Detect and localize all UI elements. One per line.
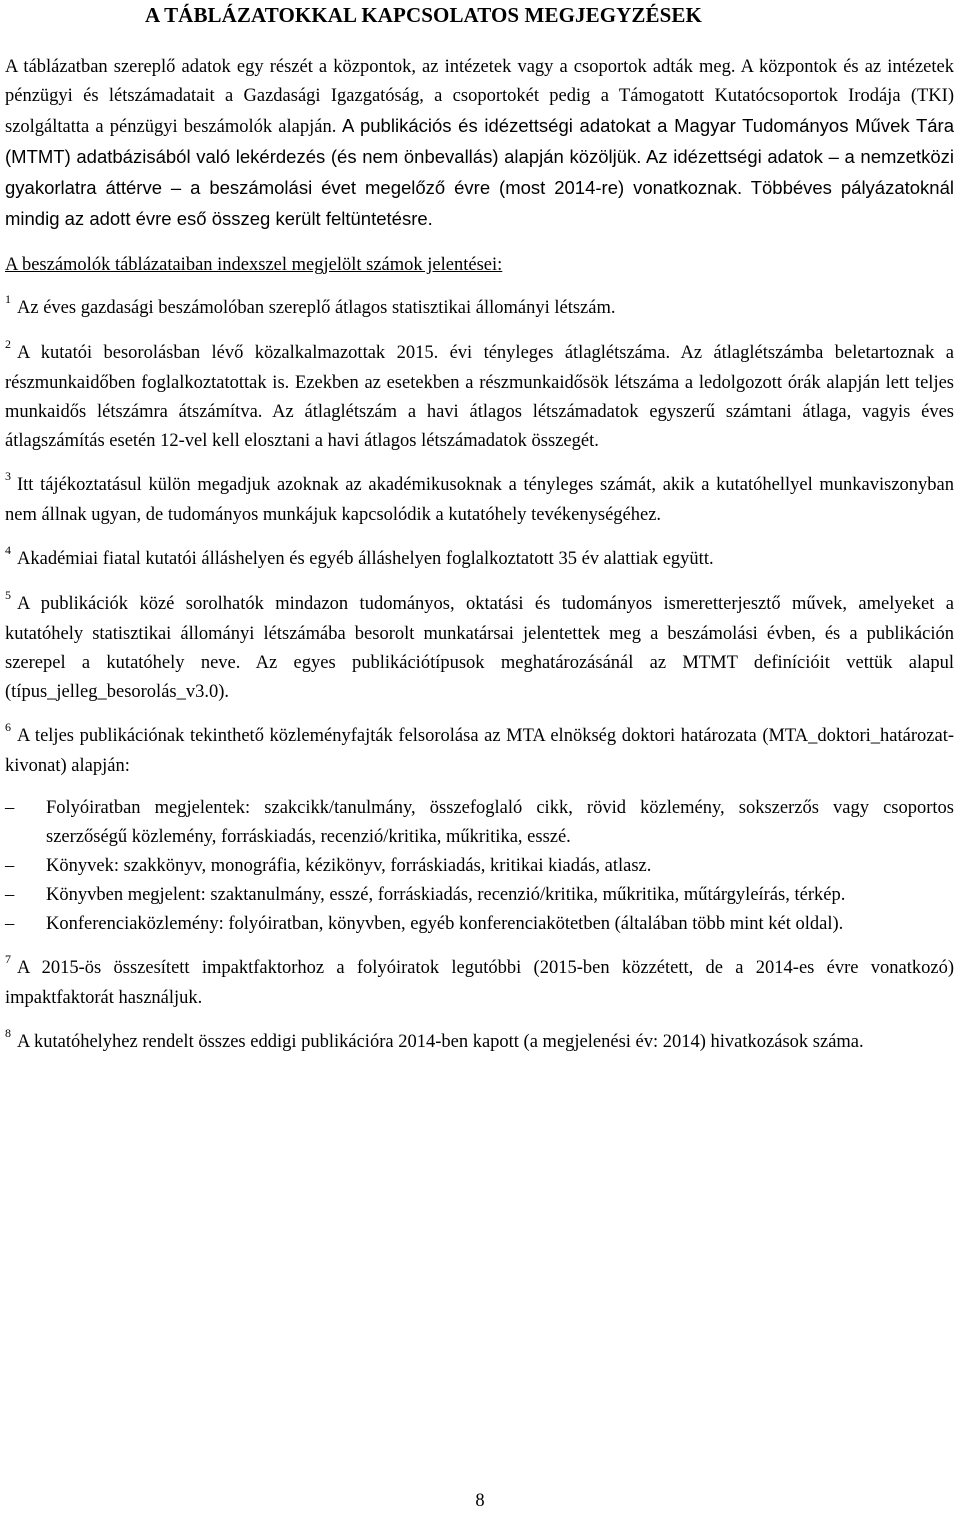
footnote-mark: 7	[5, 952, 11, 966]
footnote-text: A publikációk közé sorolhatók mindazon tudományos, oktatási és tudományos ismeretterjesztő művek, amelyeket a kutatóhely statisztikai állományi létszámába besorolt munkatársai jelentettek meg a beszámolási évben, és a publikáción szerepel a kutatóhely neve. Az egyes publikációtípusok meghatározásánál az MTMT definícióit vettük alapul (típus_jelleg_besorolás_v3.0).	[5, 594, 954, 702]
footnote-mark: 5	[5, 588, 11, 602]
footnote-mark: 2	[5, 337, 11, 351]
footnote-mark: 8	[5, 1026, 11, 1040]
footnote-text: A 2015-ös összesített impaktfaktorhoz a folyóiratok legutóbbi (2015-ben közzétett, de a 2014-es évre vonatkozó) impaktfaktorát használjuk.	[5, 958, 954, 1008]
intro-text-part1: A táblázatban szereplő adatok egy részét a központok, az intézetek vagy a csoportok adták meg. A központok és az intézetek pénzügyi és létszámadatait a Gazdasági Igazgatóság, a csoportokét pedig a Támogatott Kutatócsoportok Irodája (TKI) szolgáltatta a pénzügyi beszámolók alapján.	[5, 57, 954, 137]
footnote-text: Itt tájékoztatásul külön megadjuk azoknak az akadémikusoknak a tényleges számát, akik a kutatóhellyel munkaviszonyban nem állnak ugyan, de tudományos munkájuk kapcsolódik a kutatóhely tevékenységéhez.	[5, 475, 954, 525]
footnote-4	[5, 545, 954, 575]
list-item: – Könyvek: szakkönyv, monográfia, kézikönyv, forráskiadás, kritikai kiadás, atlasz.	[5, 852, 954, 881]
footnote-mark: 1	[5, 292, 11, 306]
list-item: – Könyvben megjelent: szaktanulmány, esszé, forráskiadás, recenzió/kritika, műkritika, műtárgyleírás, térkép.	[5, 881, 954, 910]
footnote-text: A teljes publikációnak tekinthető közleményfajták felsorolása az MTA elnökség doktori határozata (MTA_doktori_határozat-kivonat) alapján:	[5, 726, 954, 776]
footnote-mark: 6	[5, 720, 11, 734]
footnote-3	[5, 471, 954, 530]
footnote-5	[5, 590, 954, 707]
publication-types-list	[5, 794, 954, 939]
list-item: – Konferenciaközlemény: folyóiratban, könyvben, egyéb konferenciakötetben (általában több mint két oldal).	[5, 910, 954, 939]
intro-text-part2: A publikációs és idézettségi adatokat a Magyar Tudományos Művek Tára (MTMT) adatbázisából való lekérdezés (és nem önbevallás) alapján közöljük. Az idézettségi adatok – a nemzetközi gyakorlatra áttérve – a beszámolási évet megelőző évre (most 2014-re) vonatkoznak. Többéves pályázatoknál mindig az adott évre eső összeg került feltüntetésre.	[5, 115, 954, 229]
intro-paragraph	[5, 53, 954, 235]
footnote-6	[5, 722, 954, 781]
page-title: A TÁBLÁZATOKKAL KAPCSOLATOS MEGJEGYZÉSEK	[145, 3, 702, 27]
footnote-text: A kutatóhelyhez rendelt összes eddigi publikációra 2014-ben kapott (a megjelenési év: 2014) hivatkozások száma.	[17, 1032, 864, 1052]
footnote-8	[5, 1028, 954, 1058]
footnote-text: A kutatói besorolásban lévő közalkalmazottak 2015. évi tényleges átlaglétszáma. Az átlaglétszámba beletartoznak a részmunkaidőben foglalkoztatottak is. Ezekben az esetekben a részmunkaidősök létszáma a ledolgozott órák alapján lett teljes munkaidős létszámra átszámítva. Az átlaglétszám a havi átlagos létszámadatok egyszerű számtani átlaga, vagyis éves átlagszámítás esetén 12-vel kell elosztani a havi átlagos létszámadatok összegét.	[5, 343, 954, 451]
footnote-7	[5, 954, 954, 1013]
footnote-mark: 3	[5, 469, 11, 483]
footnote-mark: 4	[5, 543, 11, 557]
page-number: 8	[475, 1491, 485, 1511]
footnote-2	[5, 339, 954, 456]
footnote-text: Akadémiai fiatal kutatói álláshelyen és egyéb álláshelyen foglalkoztatott 35 év alattiak együtt.	[17, 549, 714, 569]
footnote-text: Az éves gazdasági beszámolóban szereplő átlagos statisztikai állományi létszám.	[17, 298, 616, 318]
list-item: – Folyóiratban megjelentek: szakcikk/tanulmány, összefoglaló cikk, rövid közlemény, sokszerzős vagy csoportos szerzőségű közlemény, forráskiadás, recenzió/kritika, műkritika, esszé.	[5, 794, 954, 852]
notes-heading: A beszámolók táblázataiban indexszel megjelölt számok jelentései:	[5, 255, 503, 275]
footnote-1	[5, 294, 954, 324]
document-page	[5, 0, 954, 1058]
